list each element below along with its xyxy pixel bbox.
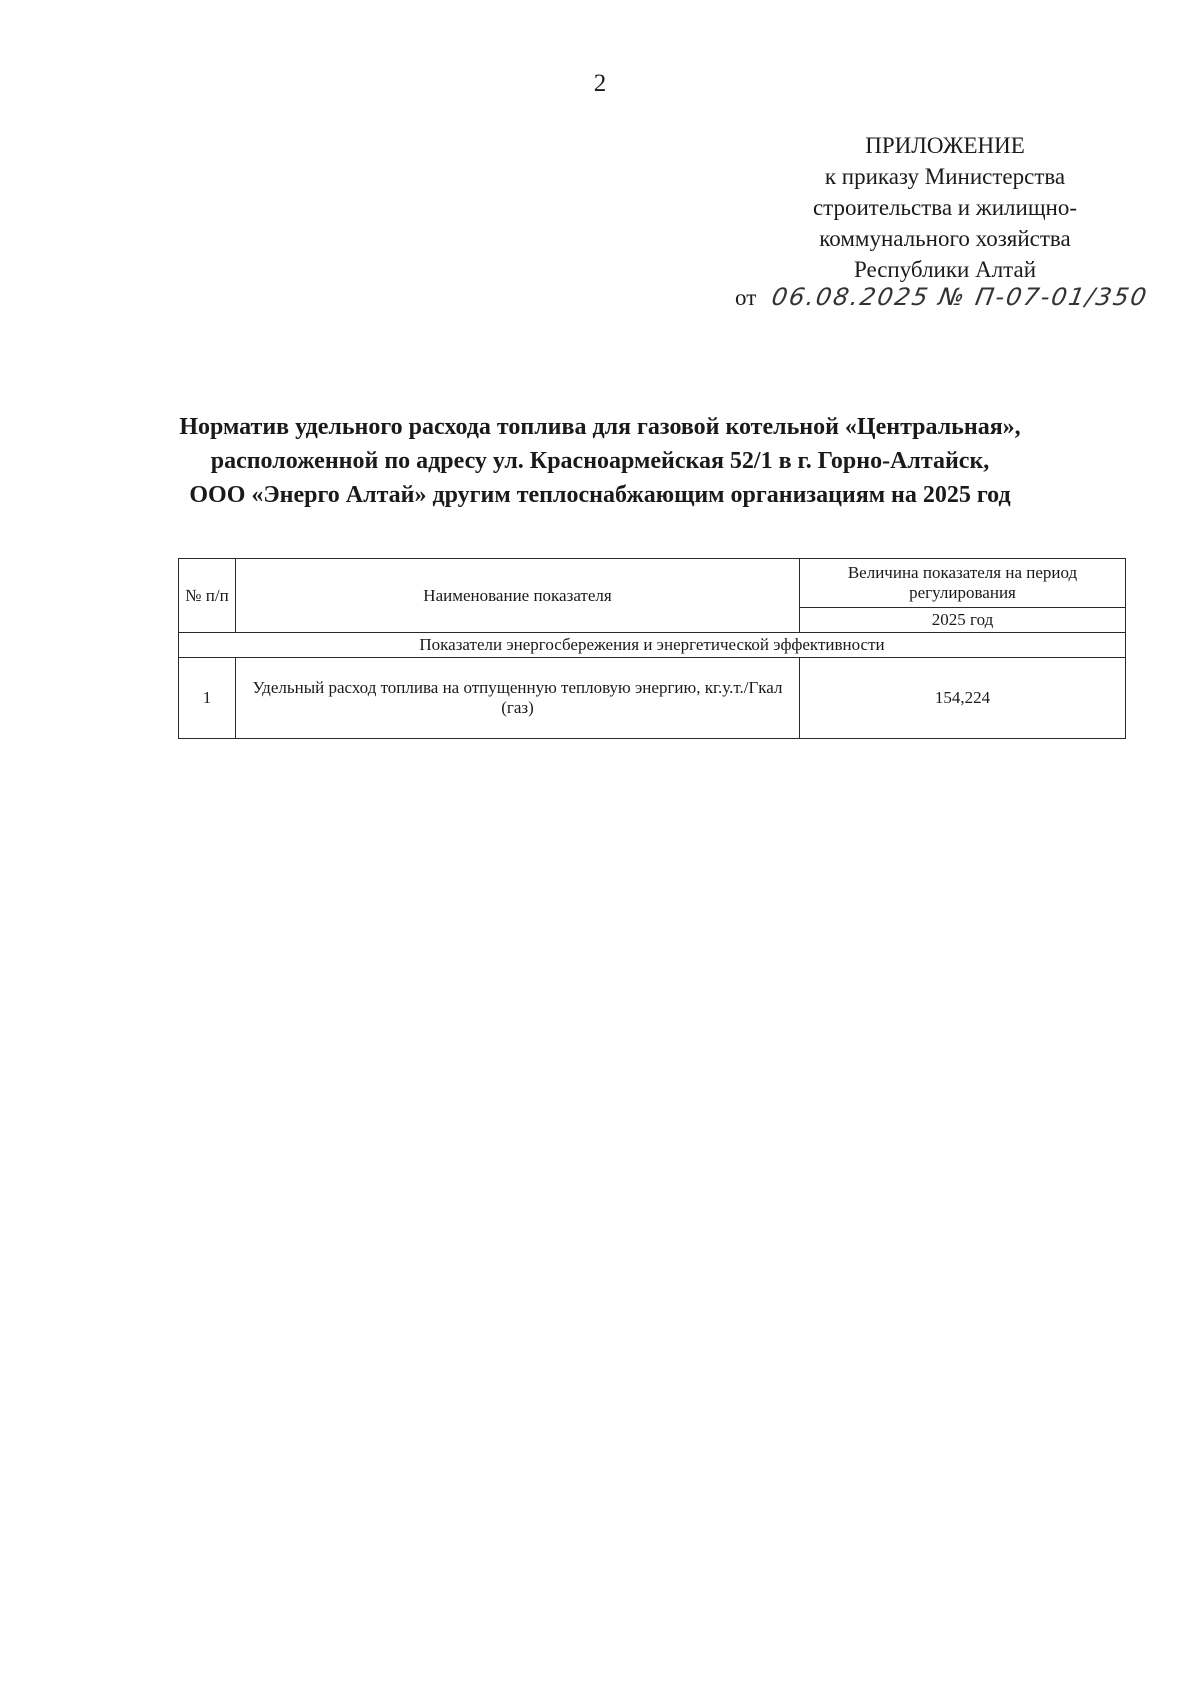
appendix-block	[720, 130, 1170, 285]
appendix-title: ПРИЛОЖЕНИЕ	[865, 133, 1025, 158]
order-reference	[735, 283, 1151, 311]
table-header-row	[179, 559, 1126, 608]
table-row	[179, 658, 1126, 739]
header-indicator-name: Наименование показателя	[236, 559, 800, 633]
order-prefix: от	[735, 285, 757, 310]
document-title	[60, 410, 1140, 512]
appendix-line: к приказу Министерства	[824, 164, 1066, 189]
title-line: ООО «Энерго Алтай» другим теплоснабжающим организациям на 2025 год	[189, 482, 1011, 508]
title-line: Норматив удельного расхода топлива для газовой котельной «Центральная»,	[179, 414, 1021, 440]
order-handwritten-number: 06.08.2025 № П-07-01/350	[769, 283, 1151, 311]
section-title: Показатели энергосбережения и энергетической эффективности	[179, 633, 1126, 658]
table-section-row	[179, 633, 1126, 658]
header-indicator-value: Величина показателя на период регулирования	[800, 559, 1126, 608]
appendix-line: коммунального хозяйства	[819, 226, 1071, 251]
page-number: 2	[593, 70, 607, 97]
row-indicator-value: 154,224	[800, 658, 1126, 739]
indicators-table	[178, 558, 1126, 739]
header-year: 2025 год	[800, 608, 1126, 633]
row-indicator-name: Удельный расход топлива на отпущенную тепловую энергию, кг.у.т./Гкал (газ)	[236, 658, 800, 739]
row-number: 1	[179, 658, 236, 739]
appendix-line: Республики Алтай	[853, 257, 1037, 282]
title-line: расположенной по адресу ул. Красноармейская 52/1 в г. Горно-Алтайск,	[210, 448, 990, 474]
appendix-line: строительства и жилищно-	[812, 195, 1078, 220]
header-number: № п/п	[179, 559, 236, 633]
